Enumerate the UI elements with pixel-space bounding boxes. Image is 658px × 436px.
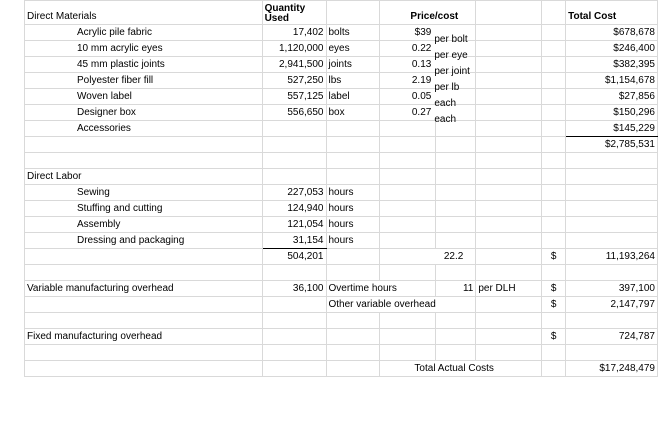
item-qty: 17,402 — [262, 25, 326, 41]
item-total: $150,296 — [566, 105, 658, 121]
item-price: 0.27 — [380, 105, 476, 121]
item-per: per joint — [434, 65, 470, 77]
dm-subtotal: $2,785,531 — [566, 137, 658, 153]
item-name: Woven label — [25, 89, 263, 105]
item-per: each — [434, 113, 457, 125]
item-price: 0.22 — [380, 41, 476, 57]
overtime-rate: 11 — [436, 281, 476, 297]
item-per: per lb — [434, 81, 460, 93]
item-name: Polyester fiber fill — [25, 73, 263, 89]
dm-section-label: Direct Materials — [25, 1, 263, 25]
item-price: $39 — [380, 25, 476, 41]
fo-section-label: Fixed manufacturing overhead — [25, 329, 263, 345]
overtime-qty: 36,100 — [262, 281, 326, 297]
item-total: $382,395 — [566, 57, 658, 73]
item-unit: joints — [326, 57, 380, 73]
labor-name: Assembly — [25, 217, 263, 233]
other-overhead-currency: $ — [542, 297, 566, 313]
cost-spreadsheet — [24, 0, 658, 377]
fixed-currency: $ — [542, 329, 566, 345]
item-total: $27,856 — [566, 89, 658, 105]
labor-qty: 124,940 — [262, 201, 326, 217]
labor-unit: hours — [326, 185, 380, 201]
labor-total: 11,193,264 — [566, 249, 658, 265]
item-name: Acrylic pile fabric — [25, 25, 263, 41]
table-row — [25, 281, 658, 297]
item-price: 0.13 — [380, 57, 476, 73]
item-qty: 557,125 — [262, 89, 326, 105]
overtime-total: 397,100 — [566, 281, 658, 297]
price-header: Price/cost — [380, 1, 476, 25]
table-row — [25, 89, 658, 105]
labor-name: Sewing — [25, 185, 263, 201]
item-unit: eyes — [326, 41, 380, 57]
table-row — [25, 249, 658, 265]
item-unit: bolts — [326, 25, 380, 41]
item-name: 10 mm acrylic eyes — [25, 41, 263, 57]
item-name: 45 mm plastic joints — [25, 57, 263, 73]
labor-name: Dressing and packaging — [25, 233, 263, 249]
table-row — [25, 233, 658, 249]
table-row — [25, 297, 658, 313]
labor-rate: 22.2 — [380, 249, 476, 265]
table-row — [25, 73, 658, 89]
table-row — [25, 57, 658, 73]
other-overhead-total: 2,147,797 — [566, 297, 658, 313]
item-qty: 556,650 — [262, 105, 326, 121]
table-row — [25, 201, 658, 217]
quantity-header: Quantity Used — [262, 1, 326, 25]
labor-unit: hours — [326, 233, 380, 249]
labor-currency: $ — [542, 249, 566, 265]
grand-total-label: Total Actual Costs — [380, 361, 542, 377]
item-price: 2.19 — [380, 73, 476, 89]
table-row — [25, 217, 658, 233]
item-unit: box — [326, 105, 380, 121]
labor-qty: 31,154 — [262, 233, 326, 249]
item-qty: 2,941,500 — [262, 57, 326, 73]
table-row — [25, 329, 658, 345]
item-qty: 527,250 — [262, 73, 326, 89]
item-name: Designer box — [25, 105, 263, 121]
total-header: Total Cost — [566, 1, 658, 25]
item-unit: lbs — [326, 73, 380, 89]
table-row — [25, 121, 658, 137]
table-row — [25, 41, 658, 57]
labor-qty: 227,053 — [262, 185, 326, 201]
item-per: per eye — [434, 49, 468, 61]
item-name: Accessories — [25, 121, 263, 137]
table-row — [25, 185, 658, 201]
vo-section-label: Variable manufacturing overhead — [25, 281, 263, 297]
other-overhead-desc: Other variable overhead — [326, 297, 476, 313]
labor-qty: 121,054 — [262, 217, 326, 233]
dl-section-label: Direct Labor — [25, 169, 263, 185]
labor-name: Stuffing and cutting — [25, 201, 263, 217]
labor-unit: hours — [326, 217, 380, 233]
grand-total-value: $17,248,479 — [566, 361, 658, 377]
item-total: $678,678 — [566, 25, 658, 41]
fixed-total: 724,787 — [566, 329, 658, 345]
table-row — [25, 361, 658, 377]
item-per: each — [434, 97, 457, 109]
labor-total-qty: 504,201 — [262, 249, 326, 265]
overtime-currency: $ — [542, 281, 566, 297]
labor-unit: hours — [326, 201, 380, 217]
item-qty: 1,120,000 — [262, 41, 326, 57]
item-total: $1,154,678 — [566, 73, 658, 89]
table-row — [25, 25, 658, 41]
item-total: $145,229 — [566, 121, 658, 137]
item-unit: label — [326, 89, 380, 105]
item-total: $246,400 — [566, 41, 658, 57]
overtime-desc: Overtime hours — [326, 281, 436, 297]
table-row — [25, 105, 658, 121]
item-per: per bolt — [434, 33, 468, 45]
item-price: 0.05 — [380, 89, 476, 105]
overtime-per: per DLH — [476, 281, 542, 297]
